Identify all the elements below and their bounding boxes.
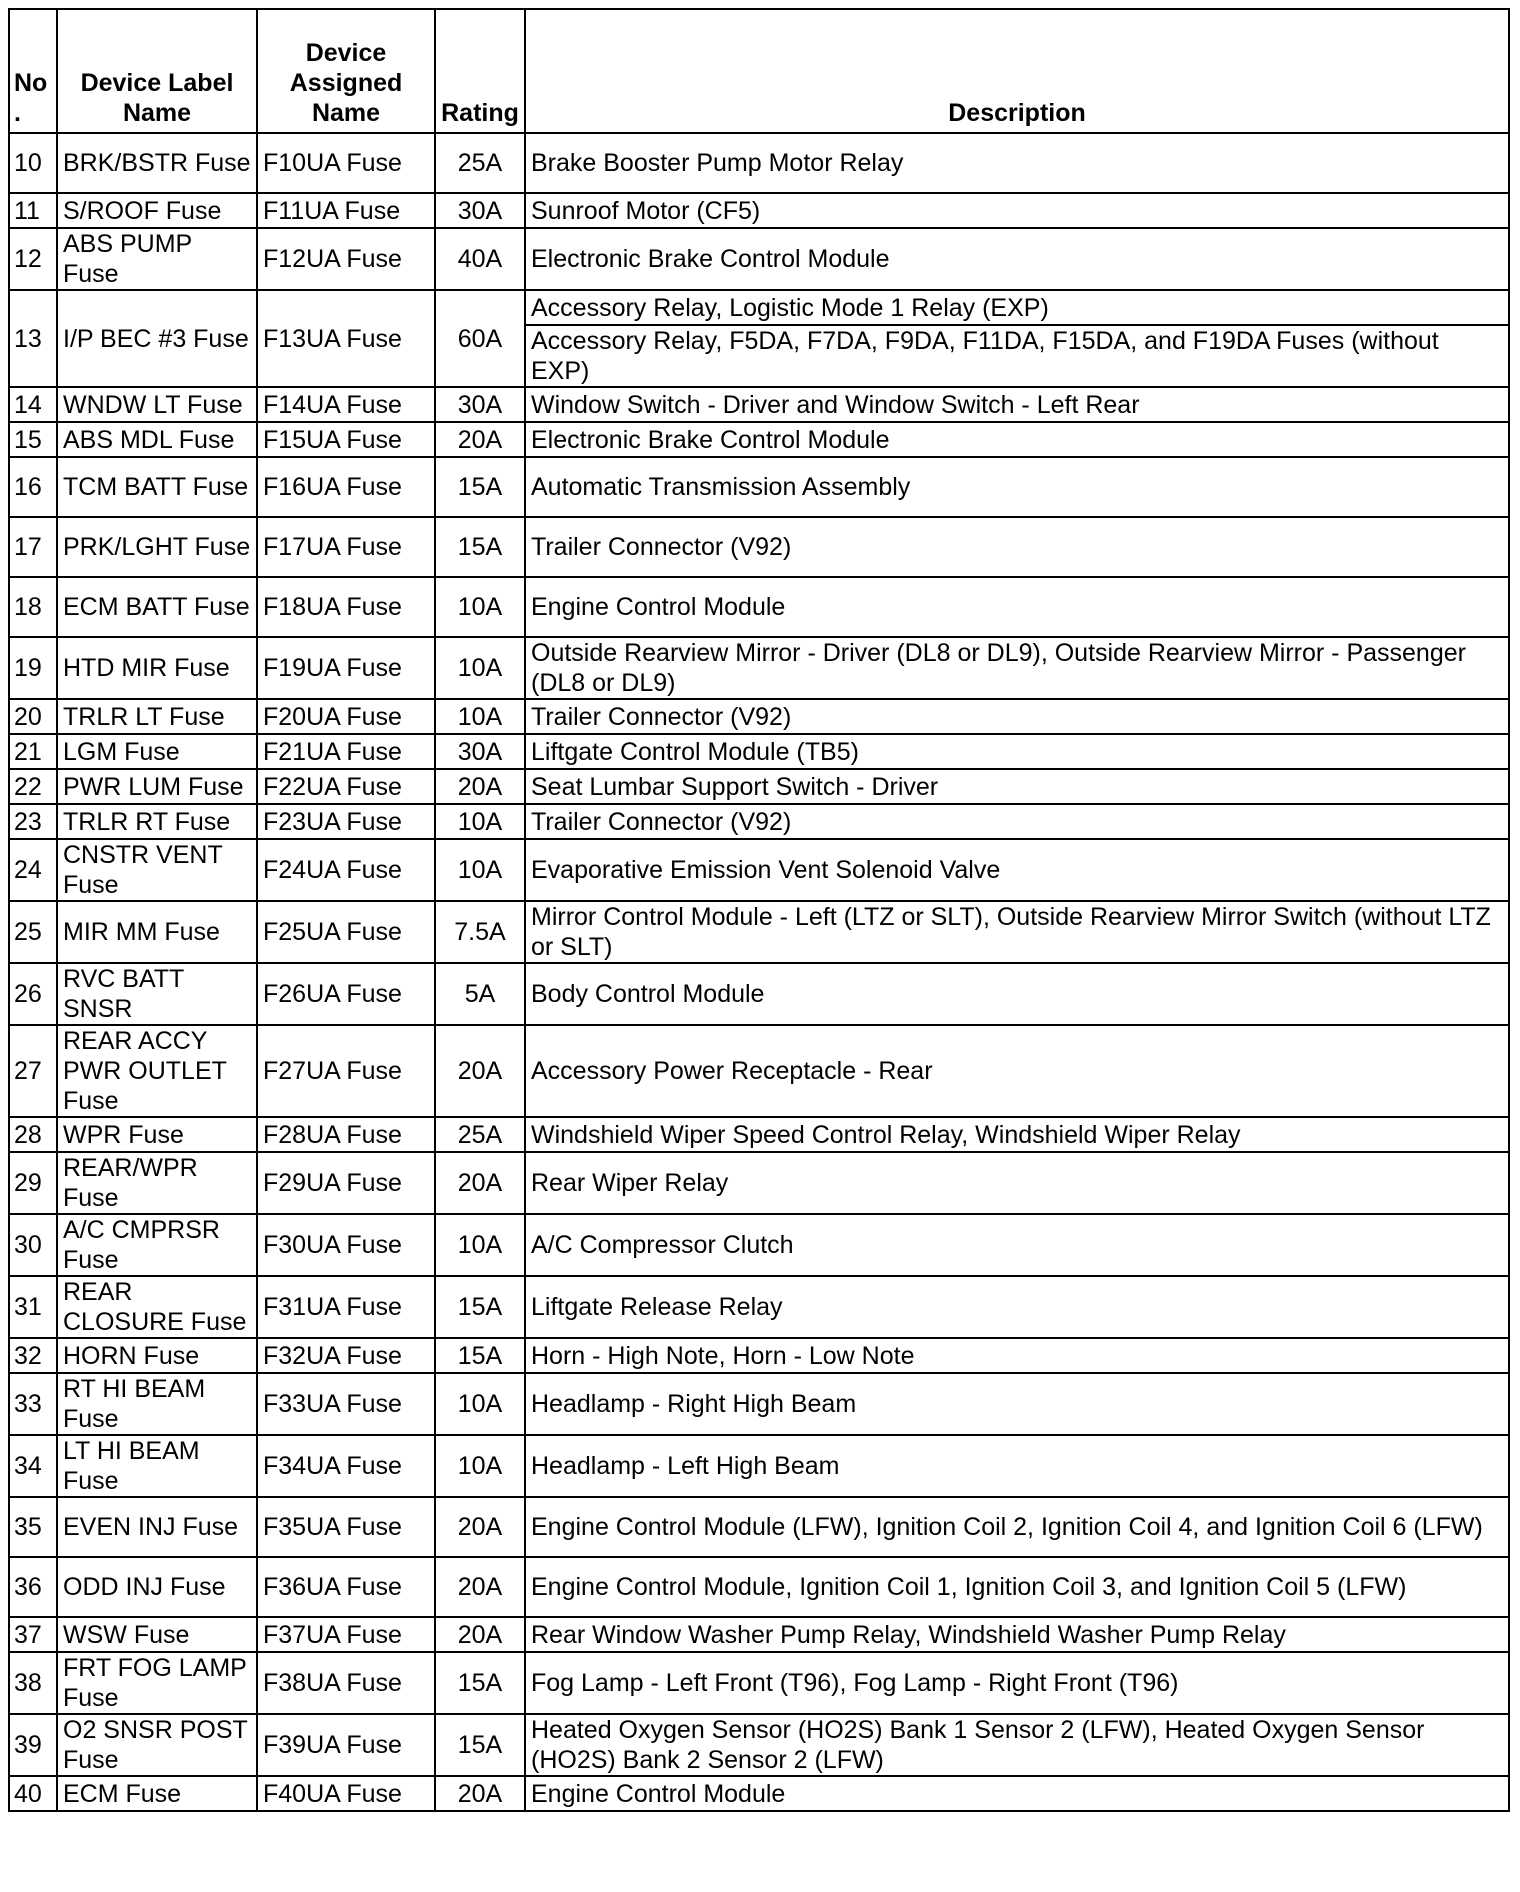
cell-rating: 7.5A <box>435 901 525 963</box>
cell-device-label-name: HORN Fuse <box>57 1338 257 1373</box>
cell-description: Brake Booster Pump Motor Relay <box>525 133 1509 193</box>
cell-device-assigned-name: F36UA Fuse <box>257 1557 435 1617</box>
cell-no: 30 <box>9 1214 57 1276</box>
cell-no: 21 <box>9 734 57 769</box>
cell-device-label-name: TRLR RT Fuse <box>57 804 257 839</box>
cell-no: 32 <box>9 1338 57 1373</box>
cell-description: Rear Wiper Relay <box>525 1152 1509 1214</box>
table-row <box>9 901 1509 963</box>
cell-no: 25 <box>9 901 57 963</box>
cell-no: 40 <box>9 1776 57 1811</box>
cell-no: 39 <box>9 1714 57 1776</box>
cell-device-assigned-name: F11UA Fuse <box>257 193 435 228</box>
cell-rating: 10A <box>435 1435 525 1497</box>
table-row <box>9 1276 1509 1338</box>
cell-description: Window Switch - Driver and Window Switch - Left Rear <box>525 387 1509 422</box>
cell-device-label-name: ECM BATT Fuse <box>57 577 257 637</box>
cell-no: 10 <box>9 133 57 193</box>
cell-description: Engine Control Module <box>525 1776 1509 1811</box>
cell-description: Evaporative Emission Vent Solenoid Valve <box>525 839 1509 901</box>
table-row <box>9 1435 1509 1497</box>
cell-device-label-name: REAR CLOSURE Fuse <box>57 1276 257 1338</box>
cell-rating: 40A <box>435 228 525 290</box>
cell-device-label-name: HTD MIR Fuse <box>57 637 257 699</box>
cell-device-label-name: WSW Fuse <box>57 1617 257 1652</box>
table-row <box>9 133 1509 193</box>
cell-description: Rear Window Washer Pump Relay, Windshield Washer Pump Relay <box>525 1617 1509 1652</box>
table-row <box>9 1152 1509 1214</box>
cell-device-label-name: S/ROOF Fuse <box>57 193 257 228</box>
header-description: Description <box>525 9 1509 133</box>
cell-no: 23 <box>9 804 57 839</box>
cell-device-label-name: REAR ACCY PWR OUTLET Fuse <box>57 1025 257 1117</box>
cell-device-assigned-name: F28UA Fuse <box>257 1117 435 1152</box>
cell-device-label-name: RVC BATT SNSR <box>57 963 257 1025</box>
cell-device-assigned-name: F38UA Fuse <box>257 1652 435 1714</box>
cell-rating: 20A <box>435 422 525 457</box>
cell-device-assigned-name: F23UA Fuse <box>257 804 435 839</box>
cell-rating: 20A <box>435 1497 525 1557</box>
cell-no: 28 <box>9 1117 57 1152</box>
table-row <box>9 1497 1509 1557</box>
table-row <box>9 387 1509 422</box>
table-row <box>9 1776 1509 1811</box>
cell-description: Windshield Wiper Speed Control Relay, Windshield Wiper Relay <box>525 1117 1509 1152</box>
cell-no: 33 <box>9 1373 57 1435</box>
cell-description: Body Control Module <box>525 963 1509 1025</box>
cell-rating: 20A <box>435 1617 525 1652</box>
cell-device-label-name: A/C CMPRSR Fuse <box>57 1214 257 1276</box>
cell-device-assigned-name: F30UA Fuse <box>257 1214 435 1276</box>
header-row <box>9 9 1509 133</box>
cell-device-label-name: EVEN INJ Fuse <box>57 1497 257 1557</box>
cell-device-assigned-name: F27UA Fuse <box>257 1025 435 1117</box>
table-row <box>9 1557 1509 1617</box>
cell-no: 24 <box>9 839 57 901</box>
cell-no: 37 <box>9 1617 57 1652</box>
cell-device-assigned-name: F18UA Fuse <box>257 577 435 637</box>
cell-no: 34 <box>9 1435 57 1497</box>
cell-device-label-name: ODD INJ Fuse <box>57 1557 257 1617</box>
cell-device-assigned-name: F40UA Fuse <box>257 1776 435 1811</box>
cell-device-label-name: MIR MM Fuse <box>57 901 257 963</box>
cell-device-assigned-name: F31UA Fuse <box>257 1276 435 1338</box>
cell-device-label-name: TCM BATT Fuse <box>57 457 257 517</box>
cell-device-label-name: PRK/LGHT Fuse <box>57 517 257 577</box>
cell-rating: 10A <box>435 804 525 839</box>
cell-no: 15 <box>9 422 57 457</box>
cell-no: 11 <box>9 193 57 228</box>
cell-no: 19 <box>9 637 57 699</box>
cell-device-label-name: FRT FOG LAMP Fuse <box>57 1652 257 1714</box>
cell-rating: 20A <box>435 1025 525 1117</box>
fuse-table <box>8 8 1510 1812</box>
cell-rating: 25A <box>435 1117 525 1152</box>
header-device-assigned-name: Device Assigned Name <box>257 9 435 133</box>
cell-device-assigned-name: F17UA Fuse <box>257 517 435 577</box>
cell-description: Automatic Transmission Assembly <box>525 457 1509 517</box>
table-row <box>9 734 1509 769</box>
cell-description: Engine Control Module (LFW), Ignition Coil 2, Ignition Coil 4, and Ignition Coil 6 (LFW) <box>525 1497 1509 1557</box>
cell-no: 13 <box>9 290 57 387</box>
cell-device-assigned-name: F34UA Fuse <box>257 1435 435 1497</box>
cell-device-assigned-name: F20UA Fuse <box>257 699 435 734</box>
cell-device-assigned-name: F13UA Fuse <box>257 290 435 387</box>
cell-description: Trailer Connector (V92) <box>525 699 1509 734</box>
cell-device-assigned-name: F33UA Fuse <box>257 1373 435 1435</box>
table-header <box>9 9 1509 133</box>
cell-description: Electronic Brake Control Module <box>525 422 1509 457</box>
table-row <box>9 1373 1509 1435</box>
table-row <box>9 839 1509 901</box>
cell-description: Mirror Control Module - Left (LTZ or SLT), Outside Rearview Mirror Switch (without LTZ or SLT) <box>525 901 1509 963</box>
cell-no: 17 <box>9 517 57 577</box>
cell-description: Liftgate Release Relay <box>525 1276 1509 1338</box>
cell-description: Accessory Relay, F5DA, F7DA, F9DA, F11DA, F15DA, and F19DA Fuses (without EXP) <box>525 325 1509 387</box>
cell-device-label-name: LT HI BEAM Fuse <box>57 1435 257 1497</box>
header-no: No. <box>9 9 57 133</box>
cell-device-label-name: O2 SNSR POST Fuse <box>57 1714 257 1776</box>
cell-rating: 25A <box>435 133 525 193</box>
cell-no: 12 <box>9 228 57 290</box>
table-row <box>9 1214 1509 1276</box>
table-body <box>9 133 1509 1811</box>
table-row <box>9 699 1509 734</box>
header-rating: Rating <box>435 9 525 133</box>
cell-description: A/C Compressor Clutch <box>525 1214 1509 1276</box>
cell-rating: 15A <box>435 457 525 517</box>
cell-no: 35 <box>9 1497 57 1557</box>
cell-device-assigned-name: F22UA Fuse <box>257 769 435 804</box>
cell-description: Seat Lumbar Support Switch - Driver <box>525 769 1509 804</box>
cell-description: Trailer Connector (V92) <box>525 517 1509 577</box>
cell-no: 27 <box>9 1025 57 1117</box>
cell-rating: 15A <box>435 1652 525 1714</box>
table-row <box>9 1617 1509 1652</box>
cell-description: Outside Rearview Mirror - Driver (DL8 or DL9), Outside Rearview Mirror - Passenger (DL8 or DL9) <box>525 637 1509 699</box>
cell-description: Liftgate Control Module (TB5) <box>525 734 1509 769</box>
cell-no: 22 <box>9 769 57 804</box>
cell-device-assigned-name: F19UA Fuse <box>257 637 435 699</box>
cell-rating: 10A <box>435 1373 525 1435</box>
table-row <box>9 769 1509 804</box>
cell-description: Horn - High Note, Horn - Low Note <box>525 1338 1509 1373</box>
cell-device-label-name: I/P BEC #3 Fuse <box>57 290 257 387</box>
table-row <box>9 1117 1509 1152</box>
cell-description: Trailer Connector (V92) <box>525 804 1509 839</box>
cell-device-assigned-name: F10UA Fuse <box>257 133 435 193</box>
cell-rating: 30A <box>435 387 525 422</box>
cell-device-label-name: ECM Fuse <box>57 1776 257 1811</box>
table-row <box>9 422 1509 457</box>
cell-no: 20 <box>9 699 57 734</box>
cell-rating: 15A <box>435 1276 525 1338</box>
cell-device-assigned-name: F29UA Fuse <box>257 1152 435 1214</box>
cell-device-label-name: CNSTR VENT Fuse <box>57 839 257 901</box>
cell-rating: 10A <box>435 637 525 699</box>
cell-rating: 20A <box>435 769 525 804</box>
cell-rating: 30A <box>435 734 525 769</box>
cell-device-assigned-name: F14UA Fuse <box>257 387 435 422</box>
cell-device-assigned-name: F26UA Fuse <box>257 963 435 1025</box>
cell-rating: 10A <box>435 1214 525 1276</box>
cell-device-label-name: ABS MDL Fuse <box>57 422 257 457</box>
cell-device-assigned-name: F35UA Fuse <box>257 1497 435 1557</box>
cell-device-label-name: PWR LUM Fuse <box>57 769 257 804</box>
cell-rating: 10A <box>435 577 525 637</box>
cell-description: Headlamp - Right High Beam <box>525 1373 1509 1435</box>
cell-device-label-name: LGM Fuse <box>57 734 257 769</box>
cell-no: 36 <box>9 1557 57 1617</box>
cell-device-assigned-name: F21UA Fuse <box>257 734 435 769</box>
cell-device-assigned-name: F12UA Fuse <box>257 228 435 290</box>
cell-device-assigned-name: F32UA Fuse <box>257 1338 435 1373</box>
table-row <box>9 1652 1509 1714</box>
table-row <box>9 290 1509 325</box>
table-row <box>9 193 1509 228</box>
cell-device-label-name: TRLR LT Fuse <box>57 699 257 734</box>
cell-no: 14 <box>9 387 57 422</box>
cell-device-label-name: WPR Fuse <box>57 1117 257 1152</box>
cell-description: Engine Control Module <box>525 577 1509 637</box>
header-device-label-name: Device Label Name <box>57 9 257 133</box>
cell-device-assigned-name: F24UA Fuse <box>257 839 435 901</box>
cell-rating: 5A <box>435 963 525 1025</box>
table-row <box>9 457 1509 517</box>
cell-description: Heated Oxygen Sensor (HO2S) Bank 1 Sensor 2 (LFW), Heated Oxygen Sensor (HO2S) Bank 2 Sensor 2 (LFW) <box>525 1714 1509 1776</box>
cell-no: 18 <box>9 577 57 637</box>
cell-device-label-name: REAR/WPR Fuse <box>57 1152 257 1214</box>
cell-description: Sunroof Motor (CF5) <box>525 193 1509 228</box>
table-row <box>9 228 1509 290</box>
cell-device-assigned-name: F15UA Fuse <box>257 422 435 457</box>
cell-device-assigned-name: F37UA Fuse <box>257 1617 435 1652</box>
cell-device-label-name: RT HI BEAM Fuse <box>57 1373 257 1435</box>
cell-rating: 30A <box>435 193 525 228</box>
cell-description: Electronic Brake Control Module <box>525 228 1509 290</box>
table-row <box>9 804 1509 839</box>
cell-description: Accessory Power Receptacle - Rear <box>525 1025 1509 1117</box>
cell-no: 29 <box>9 1152 57 1214</box>
cell-rating: 15A <box>435 1338 525 1373</box>
cell-no: 26 <box>9 963 57 1025</box>
cell-device-assigned-name: F25UA Fuse <box>257 901 435 963</box>
cell-description: Fog Lamp - Left Front (T96), Fog Lamp - Right Front (T96) <box>525 1652 1509 1714</box>
cell-description: Headlamp - Left High Beam <box>525 1435 1509 1497</box>
cell-device-assigned-name: F39UA Fuse <box>257 1714 435 1776</box>
cell-rating: 15A <box>435 517 525 577</box>
table-row <box>9 1338 1509 1373</box>
table-row <box>9 517 1509 577</box>
table-row <box>9 1714 1509 1776</box>
cell-rating: 20A <box>435 1776 525 1811</box>
cell-device-label-name: WNDW LT Fuse <box>57 387 257 422</box>
cell-description: Accessory Relay, Logistic Mode 1 Relay (EXP) <box>525 290 1509 325</box>
cell-rating: 15A <box>435 1714 525 1776</box>
cell-no: 38 <box>9 1652 57 1714</box>
table-row <box>9 1025 1509 1117</box>
cell-description: Engine Control Module, Ignition Coil 1, Ignition Coil 3, and Ignition Coil 5 (LFW) <box>525 1557 1509 1617</box>
cell-rating: 10A <box>435 699 525 734</box>
cell-rating: 20A <box>435 1557 525 1617</box>
cell-device-assigned-name: F16UA Fuse <box>257 457 435 517</box>
table-row <box>9 963 1509 1025</box>
table-row <box>9 577 1509 637</box>
cell-rating: 20A <box>435 1152 525 1214</box>
cell-no: 31 <box>9 1276 57 1338</box>
cell-no: 16 <box>9 457 57 517</box>
cell-rating: 60A <box>435 290 525 387</box>
cell-device-label-name: BRK/BSTR Fuse <box>57 133 257 193</box>
cell-rating: 10A <box>435 839 525 901</box>
table-row <box>9 637 1509 699</box>
cell-device-label-name: ABS PUMP Fuse <box>57 228 257 290</box>
